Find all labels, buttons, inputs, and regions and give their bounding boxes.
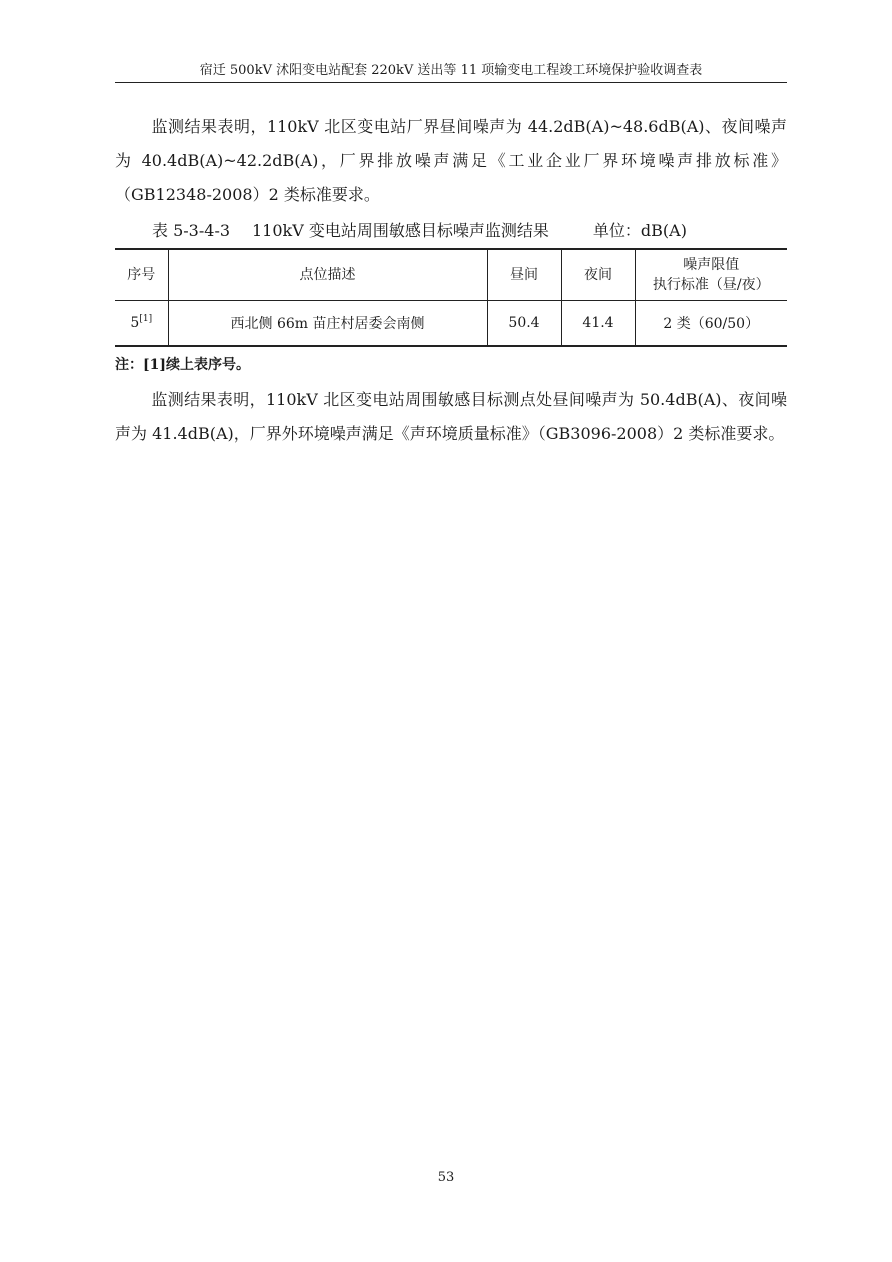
- table-header-row: [115, 249, 787, 301]
- table-caption-unit: 单位：dB(A): [592, 221, 687, 240]
- table-caption-number: 表 5-3-4-3: [152, 221, 231, 240]
- col-header-desc: 点位描述: [168, 249, 487, 301]
- cell-limit: 2 类（60/50）: [635, 301, 787, 347]
- table-footnote: 注：[1]续上表序号。: [115, 357, 250, 373]
- paragraph-text: 监测结果表明，110kV 北区变电站厂界昼间噪声为 44.2dB(A)~48.6dB(A)、夜间噪声为 40.4dB(A)~42.2dB(A)，厂界排放噪声满足《工业企业厂界环境噪声排放标准》（GB12348-2008）2 类标准要求。: [115, 117, 787, 204]
- table-caption: [152, 216, 772, 246]
- cell-seq-value: 5: [130, 315, 140, 331]
- paragraph-text: 监测结果表明，110kV 北区变电站周围敏感目标测点处昼间噪声为 50.4dB(A)、夜间噪声为 41.4dB(A)，厂界外环境噪声满足《声环境质量标准》（GB3096-2008）2 类标准要求。: [115, 390, 787, 443]
- paragraph-boundary-noise: [115, 110, 787, 212]
- col-header-day: 昼间: [487, 249, 561, 301]
- cell-seq: [115, 301, 168, 347]
- paragraph-sensitive-target-noise: [115, 383, 787, 451]
- col-header-limit: [635, 249, 787, 301]
- noise-monitoring-table: [115, 248, 787, 347]
- col-header-night: 夜间: [561, 249, 635, 301]
- table-caption-title: 110kV 变电站周围敏感目标噪声监测结果: [252, 221, 549, 240]
- page-number: 53: [437, 1170, 455, 1185]
- col-header-seq: 序号: [115, 249, 168, 301]
- header-rule: [115, 82, 787, 83]
- cell-desc: 西北侧 66m 苗庄村居委会南侧: [168, 301, 487, 347]
- col-header-limit-line1: 噪声限值: [683, 257, 740, 273]
- table-row: [115, 301, 787, 347]
- footnote-marker: [1]: [139, 314, 153, 324]
- cell-day: 50.4: [487, 301, 561, 347]
- col-header-limit-line2: 执行标准（昼/夜）: [652, 277, 770, 293]
- page-header: 宿迁 500kV 沭阳变电站配套 220kV 送出等 11 项输变电工程竣工环境保护验收调查表: [199, 63, 703, 78]
- cell-night: 41.4: [561, 301, 635, 347]
